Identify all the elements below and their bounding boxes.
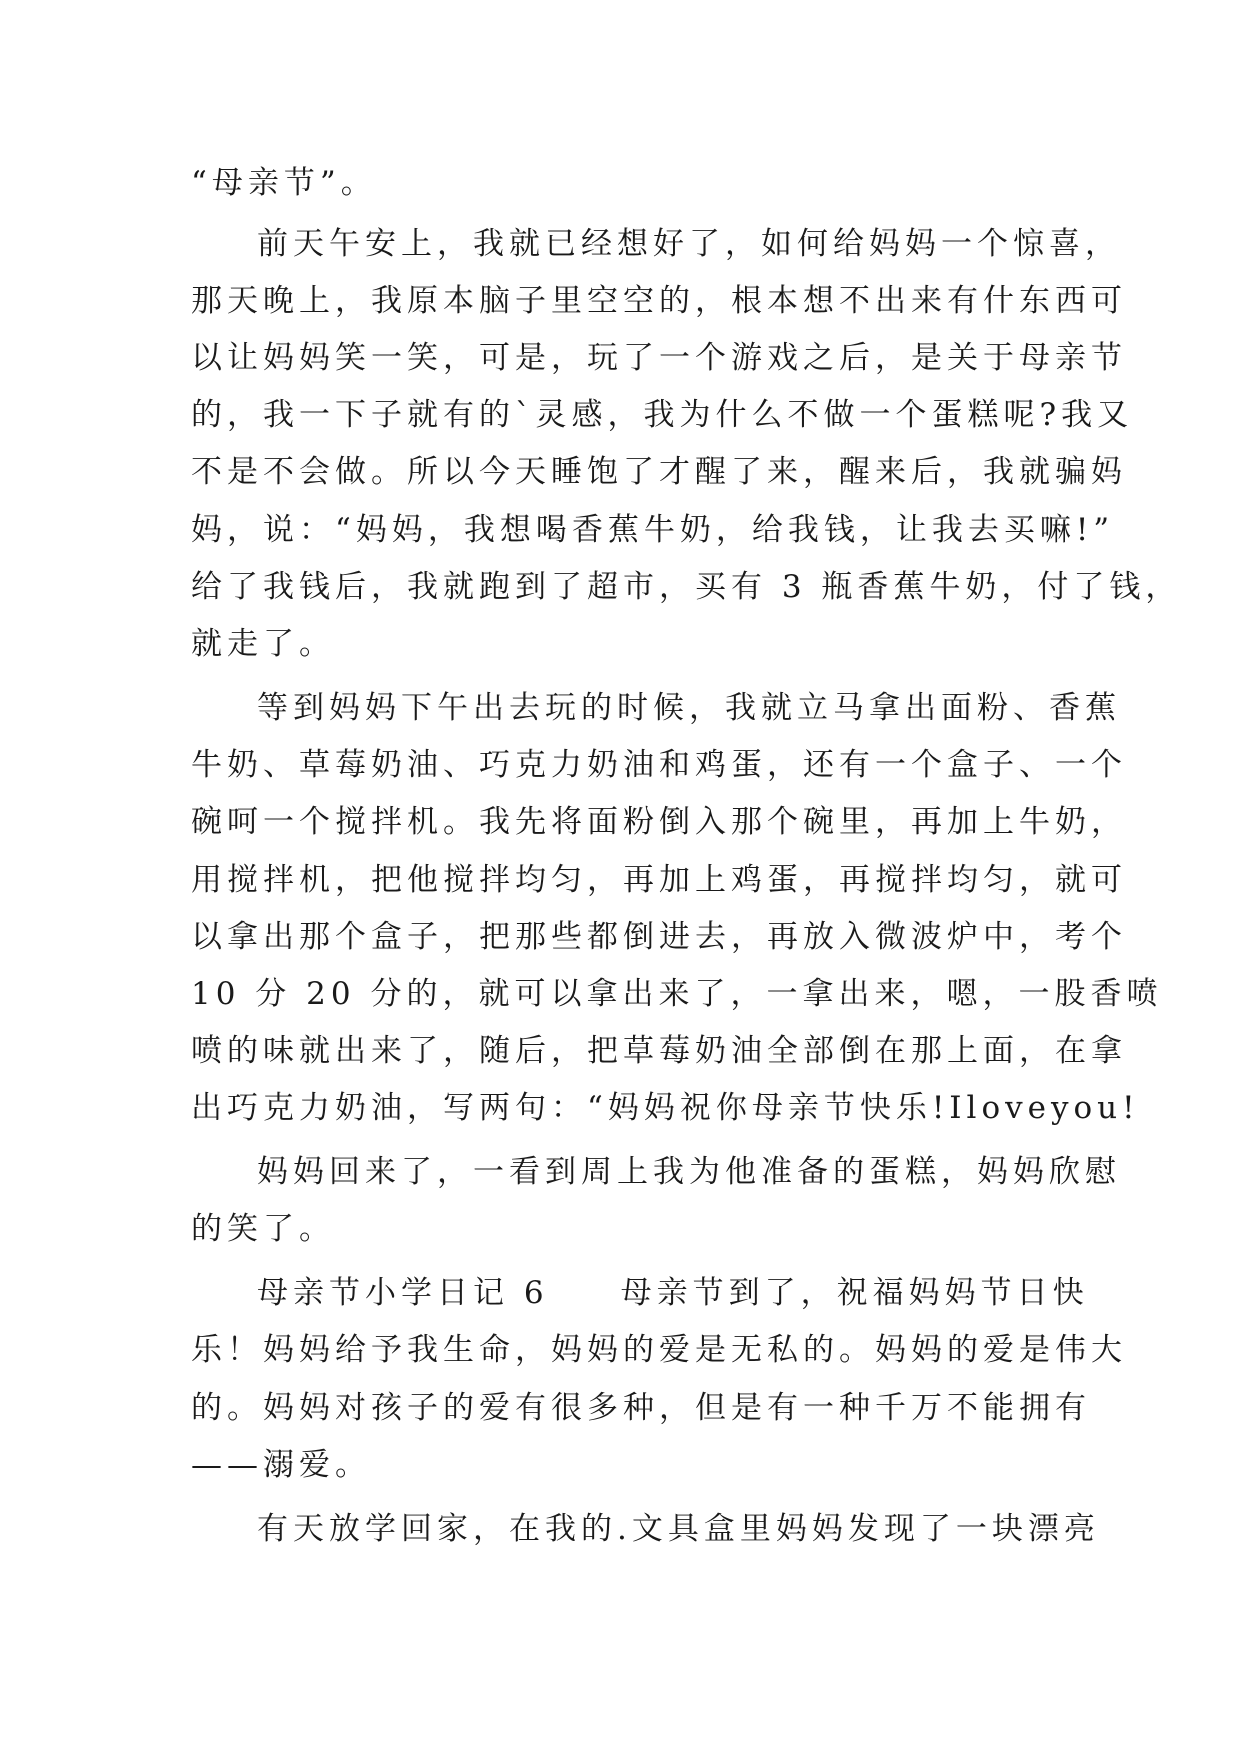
text-line: 乐！妈妈给予我生命，妈妈的爱是无私的。妈妈的爱是伟大	[191, 1332, 1127, 1368]
text-line: 牛奶、草莓奶油、巧克力奶油和鸡蛋，还有一个盒子、一个	[191, 747, 1127, 783]
text-line: 妈，说：“妈妈，我想喝香蕉牛奶，给我钱，让我去买嘛!”	[191, 512, 1115, 548]
paragraph-start: 等到妈妈下午出去玩的时候，我就立马拿出面粉、香蕉	[257, 690, 1121, 726]
text-line: 就走了。	[191, 626, 335, 662]
paragraph-start: 有天放学回家，在我的.文具盒里妈妈发现了一块漂亮	[257, 1511, 1100, 1547]
text-line: 的。妈妈对孩子的爱有很多种，但是有一种千万不能拥有	[191, 1390, 1091, 1426]
text-line: 喷的味就出来了，随后，把草莓奶油全部倒在那上面，在拿	[191, 1033, 1127, 1069]
text-line: 以拿出那个盒子，把那些都倒进去，再放入微波炉中，考个	[191, 919, 1127, 955]
text-line: 10 分 20 分的，就可以拿出来了，一拿出来，嗯，一股香喷	[191, 976, 1163, 1012]
text-line: 那天晚上，我原本脑子里空空的，根本想不出来有什东西可	[191, 283, 1127, 319]
text-line: 用搅拌机，把他搅拌均匀，再加上鸡蛋，再搅拌均匀，就可	[191, 862, 1127, 898]
text-line: “母亲节”。	[191, 165, 377, 201]
text-line: 的，我一下子就有的`灵感，我为什么不做一个蛋糕呢?我又	[191, 397, 1134, 433]
text-line: 的笑了。	[191, 1211, 335, 1247]
text-line: 碗呵一个搅拌机。我先将面粉倒入那个碗里，再加上牛奶，	[191, 804, 1127, 840]
text-line: 不是不会做。所以今天睡饱了才醒了来，醒来后，我就骗妈	[191, 454, 1127, 490]
text-line: 给了我钱后，我就跑到了超市，买有 3 瓶香蕉牛奶，付了钱，	[191, 569, 1182, 605]
text-line: 出巧克力奶油，写两句：“妈妈祝你母亲节快乐!Iloveyou!	[191, 1090, 1140, 1126]
text-line: 以让妈妈笑一笑，可是，玩了一个游戏之后，是关于母亲节	[191, 340, 1127, 376]
section-heading-line: 母亲节小学日记 6 母亲节到了，祝福妈妈节日快	[257, 1275, 1089, 1311]
paragraph-start: 妈妈回来了，一看到周上我为他准备的蛋糕，妈妈欣慰	[257, 1154, 1121, 1190]
text-line: ——溺爱。	[191, 1447, 371, 1483]
paragraph-start: 前天午安上，我就已经想好了，如何给妈妈一个惊喜，	[257, 226, 1121, 262]
